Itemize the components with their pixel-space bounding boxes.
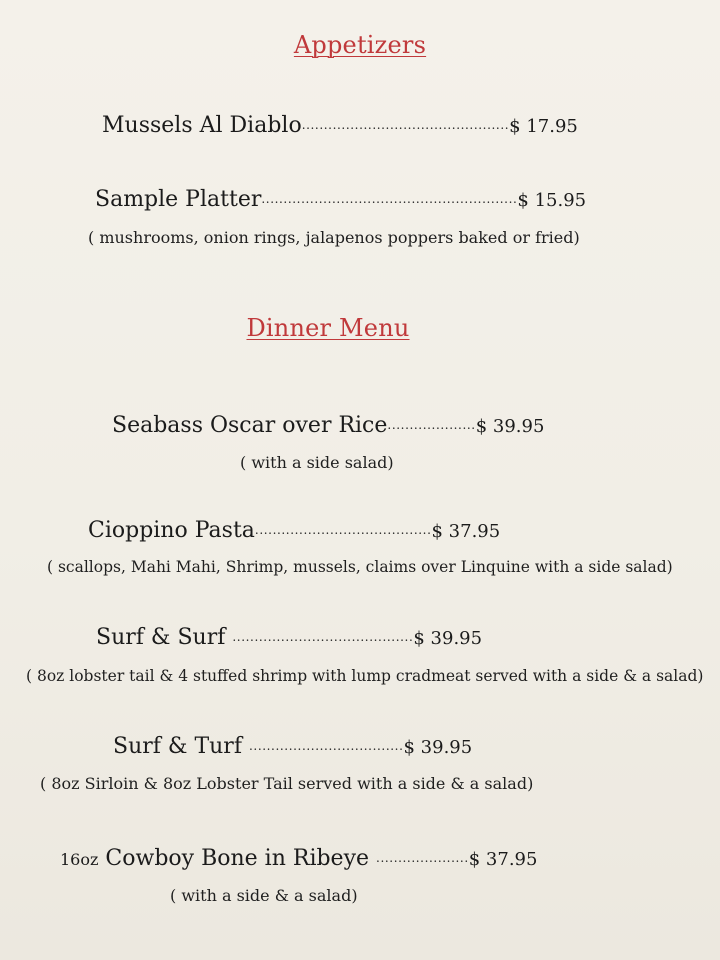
item-name: Mussels Al Diablo (102, 113, 302, 138)
item-description: ( with a side salad) (240, 453, 394, 472)
dot-leader: ......................................... (232, 630, 414, 644)
item-name: Surf & Surf (96, 625, 226, 650)
item-price: $ 37.95 (431, 521, 501, 542)
section-title-appetizers: Appetizers (293, 31, 427, 59)
item-price: $ 39.95 (413, 628, 483, 649)
item-price: $ 17.95 (509, 116, 578, 137)
dot-leader: ..................... (376, 851, 469, 865)
dot-leader: ................................... (248, 739, 404, 753)
item-weight: 16oz (60, 850, 99, 869)
item-price: $ 37.95 (468, 849, 538, 870)
item-description: ( scallops, Mahi Mahi, Shrimp, mussels, claims over Linquine with a side salad) (47, 558, 673, 576)
item-description: ( with a side & a salad) (170, 886, 358, 905)
item-name: Surf & Turf (113, 734, 242, 759)
item-description: ( 8oz lobster tail & 4 stuffed shrimp with lump cradmeat served with a side & a salad) (26, 667, 704, 685)
menu-item-sample-platter (95, 186, 586, 214)
dot-leader: ............................................... (301, 118, 510, 132)
menu-item-seabass-oscar (112, 412, 544, 440)
item-name: Cowboy Bone in Ribeye (105, 846, 370, 871)
item-price: $ 39.95 (475, 416, 545, 437)
menu-item-mussels-al-diablo (102, 112, 578, 140)
section-title-dinner-menu: Dinner Menu (246, 314, 410, 342)
menu-item-surf-and-turf (113, 733, 472, 761)
dot-leader: .................... (387, 418, 476, 432)
item-name: Seabass Oscar over Rice (112, 413, 388, 438)
dot-leader: .......................................................... (261, 192, 518, 206)
item-description: ( mushrooms, onion rings, jalapenos poppers baked or fried) (88, 228, 580, 247)
item-name: Cioppino Pasta (88, 518, 255, 543)
menu-item-surf-and-surf (96, 624, 482, 652)
menu-item-cowboy-ribeye (60, 845, 537, 873)
menu-item-cioppino-pasta (88, 517, 500, 545)
item-description: ( 8oz Sirloin & 8oz Lobster Tail served with a side & a salad) (40, 774, 534, 793)
item-price: $ 39.95 (403, 737, 473, 758)
item-name: Sample Platter (95, 187, 262, 212)
item-price: $ 15.95 (517, 190, 587, 211)
dot-leader: ........................................ (254, 523, 432, 537)
